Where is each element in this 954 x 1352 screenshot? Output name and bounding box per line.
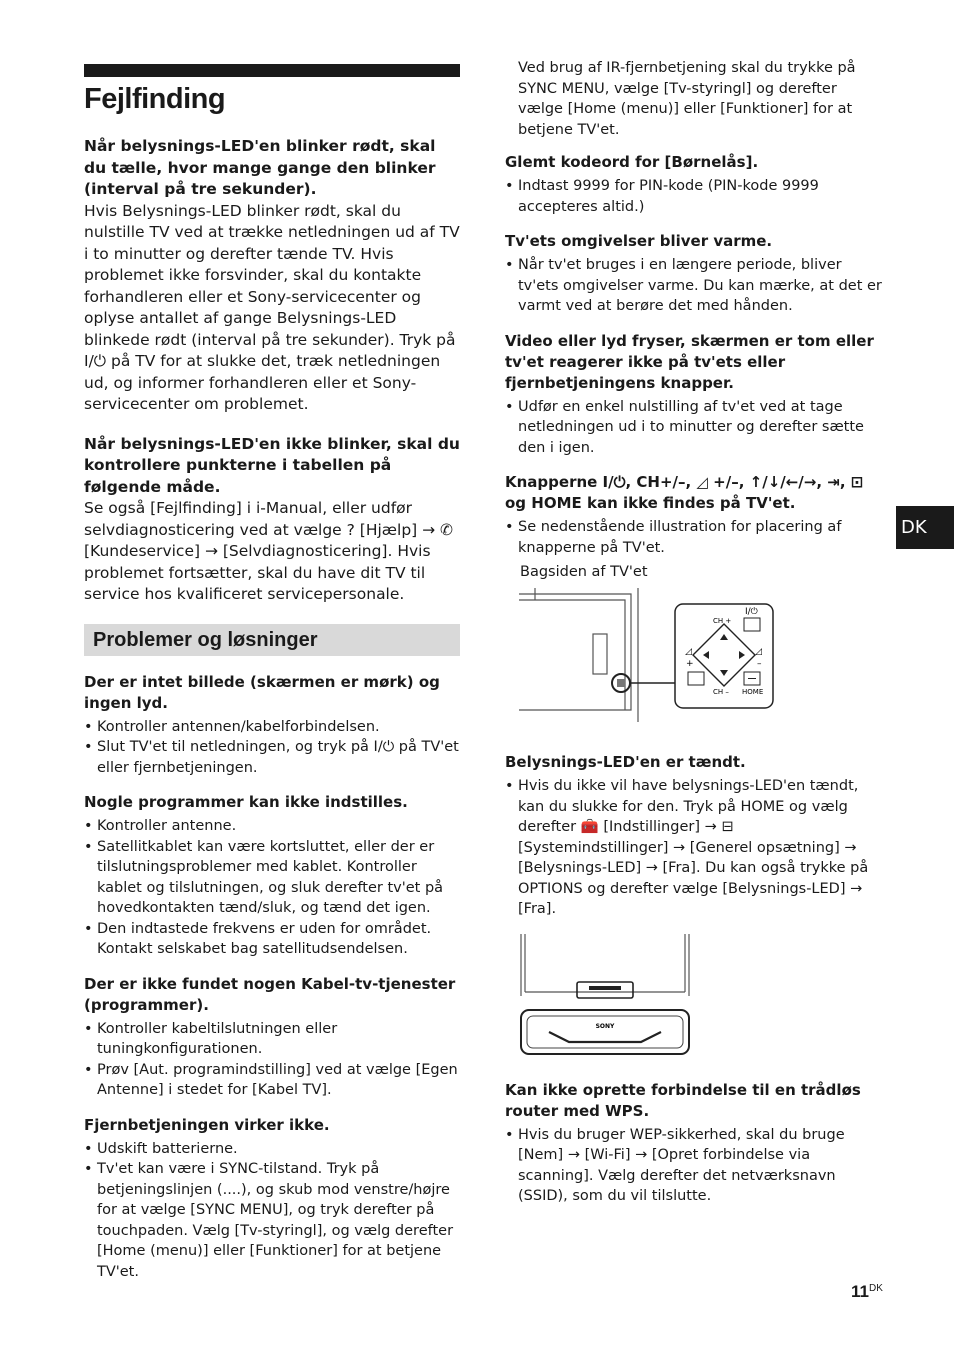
led-closeup — [521, 1010, 689, 1054]
home-label: HOME — [742, 688, 764, 696]
problem-item — [84, 974, 460, 1101]
vol-minus-label: – — [757, 659, 762, 669]
problem-question: Nogle programmer kan ikke indstilles. — [84, 793, 408, 811]
problem-bullets — [84, 816, 460, 960]
bullet: • Kontroller kabeltilslutningen eller tuningkonfigurationen. — [84, 1019, 460, 1060]
problem-question: Belysnings-LED'en er tændt. — [505, 753, 746, 771]
right-column — [505, 58, 883, 1221]
language-tab: DK — [896, 506, 954, 549]
problem-item-wps — [505, 1080, 883, 1207]
ch-plus-label: CH + — [713, 617, 732, 625]
led-closeup-bar — [549, 1032, 661, 1042]
noblink-body: Se også [Fejlfinding] i i-Manual, eller udfør selvdiagnosticering ved at vælge ? [Hjælp] → ✆ [Kundeservice] → [Selvdiagnosticering]. Hvis problemet fortsætter, skal du have dit TV til service hos kvalificeret servicepersonale. — [84, 499, 454, 603]
problem-question: Kan ikke oprette forbindelse til en trådløs router med WPS. — [505, 1080, 861, 1120]
problem-question: Der er ikke fundet nogen Kabel-tv-tjenester (programmer). — [84, 974, 456, 1014]
red-heading: Når belysnings-LED'en blinker rødt, skal du tælle, hvor mange gange den blinker (interval på tre sekunder). — [84, 137, 436, 198]
problem-bullets — [505, 397, 883, 459]
page-title: Fejlfinding — [84, 83, 226, 115]
vol-plus-label: + — [686, 659, 694, 669]
bullet: • Tv'et kan være i SYNC-tilstand. Tryk på betjeningslinjen (....), og skub mod venstre/højre for at vælge [SYNC MENU], og tryk derefter på touchpaden. Vælg [Tv-styringl], og vælg derefter [Home (menu)] eller [Funktioner] for at betjene TV'et. — [84, 1159, 460, 1282]
problem-question: Der er intet billede (skærmen er mørk) og ingen lyd. — [84, 672, 440, 712]
bullet: • Hvis du bruger WEP-sikkerhed, skal du bruge [Nem] → [Wi-Fi] → [Opret forbindelse via scanning]. Vælg derefter det netværksnavn (SSID), som du vil tilslutte. — [505, 1125, 883, 1207]
bullet: • Satellitkablet kan være kortsluttet, eller der er tilslutningsproblemer med kablet. Kontroller kablet og tilslutningen, og sluk derefter tv'et på hovedkontakten tænd/sluk, og tænd det igen. — [84, 837, 460, 919]
tv-back-buttons-diagram — [505, 586, 775, 726]
problem-item — [84, 672, 460, 779]
bullet: • Prøv [Aut. programindstilling] ved at vælge [Egen Antenne] i stedet for [Kabel TV]. — [84, 1060, 460, 1101]
bullet: • Kontroller antennen/kabelforbindelsen. — [84, 717, 460, 738]
bullet: • Se nedenstående illustration for placering af knapperne på TV'et. — [505, 517, 883, 558]
button-cluster-marker — [617, 679, 625, 687]
continuation-text: Ved brug af IR-fjernbetjening skal du trykke på SYNC MENU, vælge [Tv-styringl] og derefter vælge [Home (menu)] eller [Funktioner] for at betjene TV'et. — [518, 60, 856, 138]
title-rule — [84, 64, 460, 77]
left-column — [84, 64, 460, 1296]
bullet: • Hvis du ikke vil have belysnings-LED'en tændt, kan du slukke for den. Tryk på HOME og vælg derefter 🧰 [Indstillinger] → ⊟ [Systemindstillinger] → [Generel opsætning] → [Belysnings-LED] → [Fra]. Du kan også trykke på OPTIONS og derefter vælge [Belysnings-LED] → [Fra]. — [505, 776, 883, 920]
bullet: • Udskift batterierne. — [84, 1139, 460, 1160]
red-body: Hvis Belysnings-LED blinker rødt, skal du nulstille TV ved at trække netledningen ud af TV i to minutter og derefter tænde TV. Hvis problemet ikke forsvinder, skal du kontakte forhandleren eller et Sony-servicecenter og oplyse antallet af gange Belysnings-LED blinkede rødt (interval på tre sekunder). Tryk på I/⏻ på TV for at slukke det, træk netledningen ud, og informer forhandleren eller et Sony-servicecenter om problemet. — [84, 201, 460, 413]
problem-bullets — [84, 1019, 460, 1101]
led-strip — [589, 986, 621, 990]
problem-bullets — [505, 1125, 883, 1207]
problem-bullets — [505, 776, 883, 920]
bullet: • Indtast 9999 for PIN-kode (PIN-kode 9999 accepteres altid.) — [505, 176, 883, 217]
bullet: • Den indtastede frekvens er uden for området. Kontakt selskabet bag satellitudsendelsen. — [84, 919, 460, 960]
problem-question: Tv'ets omgivelser bliver varme. — [505, 232, 773, 250]
problem-question: Video eller lyd fryser, skærmen er tom eller tv'et reagerer ikke på tv'ets eller fjernbetjeningens knapper. — [505, 331, 874, 392]
tv-logo: SONY — [595, 1022, 615, 1030]
problem-question: Glemt kodeord for [Børnelås]. — [505, 153, 759, 171]
bullet: • Udfør en enkel nulstilling af tv'et ved at tage netledningen ud i to minutter og derefter sætte den i igen. — [505, 397, 883, 459]
noblink-heading: Når belysnings-LED'en ikke blinker, skal du kontrollere punkterne i tabellen på følgende måde. — [84, 434, 460, 496]
problem-item — [84, 1115, 460, 1283]
problem-item — [505, 231, 883, 317]
problem-bullets — [505, 517, 883, 558]
problem-bullets — [84, 717, 460, 779]
ch-minus-label: CH – — [713, 688, 729, 696]
intro-noblink-section — [84, 434, 460, 606]
page-number — [851, 1282, 883, 1302]
problem-question: Fjernbetjeningen virker ikke. — [84, 1115, 330, 1134]
bullet: • Når tv'et bruges i en længere periode, bliver tv'ets omgivelser varme. Du kan mærke, at det er varmt ved at berøre det med hånden. — [505, 255, 883, 317]
problem-item — [84, 792, 460, 960]
problem-item — [505, 472, 883, 558]
problem-bullets — [505, 176, 883, 217]
vol-left-label: ◿ — [685, 647, 692, 657]
problem-bullets — [84, 1139, 460, 1283]
page-number-suffix: DK — [868, 1283, 883, 1294]
problem-item — [505, 331, 883, 459]
page-number-value: 11 — [851, 1282, 869, 1301]
problem-question: Knapperne I/⏻, CH+/–, ◿ +/–, ↑/↓/←/→, ⇥, ⊡ og HOME kan ikke findes på TV'et. — [505, 473, 864, 512]
problem-bullets — [505, 255, 883, 317]
tv-front-led-diagram — [519, 934, 709, 1062]
diagram-caption: Bagsiden af TV'et — [520, 564, 648, 580]
bullet: • Kontroller antenne. — [84, 816, 460, 837]
problem-item — [505, 152, 883, 217]
section-title: Problemer og løsninger — [84, 624, 460, 656]
tv-back-outline — [519, 588, 638, 722]
problem-item-led — [505, 752, 883, 920]
intro-red-section — [84, 136, 460, 416]
vol-right-label: ◿ — [755, 647, 762, 657]
power-label: I/⏻ — [745, 607, 758, 617]
bullet: • Slut TV'et til netledningen, og tryk på I/⏻ på TV'et eller fjernbetjeningen. — [84, 737, 460, 778]
